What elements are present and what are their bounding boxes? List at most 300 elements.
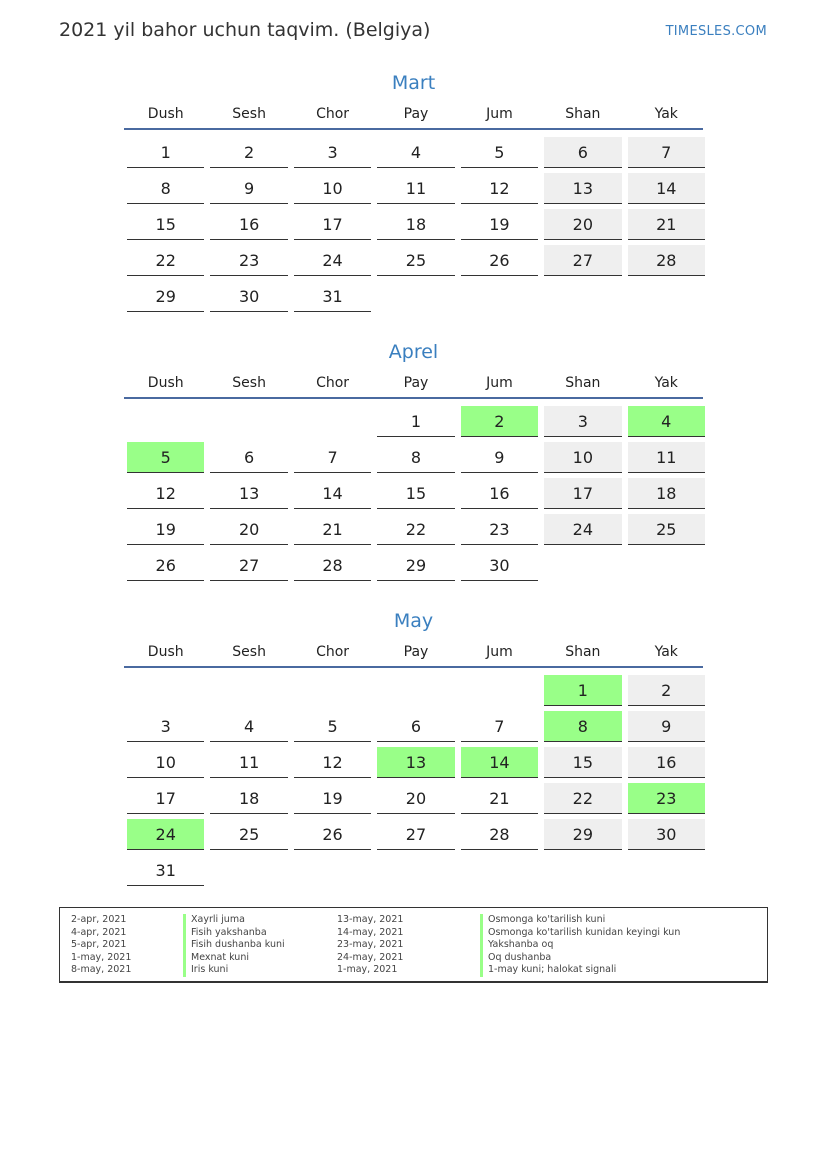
day-number: 13 [377,747,454,778]
week-row [124,547,703,583]
day-cell [625,708,708,744]
day-number: 4 [377,137,454,168]
month-block [124,608,703,888]
day-cell [458,475,541,511]
day-cell [374,475,457,511]
day-number: 13 [210,478,287,509]
day-cell [458,547,541,583]
empty-day-cell [541,278,624,314]
week-row [124,439,703,475]
day-number: 11 [210,747,287,778]
day-cell [374,816,457,852]
day-number: 24 [544,514,621,545]
weekday-label: Shan [565,375,601,391]
weekday-label: Shan [565,644,601,660]
day-number: 18 [377,209,454,240]
month-title: Mart [391,72,436,94]
empty-day-cell [541,852,624,888]
day-number: 6 [544,137,621,168]
day-cell [541,511,624,547]
day-cell [291,278,374,314]
month-title: Aprel [388,341,439,363]
day-cell [207,511,290,547]
day-number: 24 [294,245,371,276]
month-block [124,339,703,583]
day-cell [374,780,457,816]
day-number: 5 [294,711,371,742]
empty-day-cell [374,672,457,708]
day-cell [458,511,541,547]
day-number: 23 [210,245,287,276]
day-cell [291,170,374,206]
legend-holiday-name: Fisih yakshanba [183,927,285,940]
day-cell [124,242,207,278]
day-cell [291,242,374,278]
day-cell [625,242,708,278]
day-number: 26 [294,819,371,850]
day-number: 28 [628,245,705,276]
day-cell [625,744,708,780]
empty-day-cell [291,852,374,888]
week-row [124,780,703,816]
week-row [124,475,703,511]
weekday-label: Yak [654,106,678,122]
day-cell [541,206,624,242]
weekday-label: Dush [147,106,184,122]
legend-holiday-name: Mexnat kuni [183,952,285,965]
day-cell [458,816,541,852]
page-title: 2021 yil bahor uchun taqvim. (Belgiya) [59,19,431,41]
day-number: 20 [210,514,287,545]
day-cell [124,547,207,583]
day-cell [207,439,290,475]
weekday-label: Jum [486,644,513,660]
day-number: 25 [628,514,705,545]
legend-dates-left [71,914,131,977]
day-cell [291,134,374,170]
day-number [377,855,454,886]
day-number: 23 [461,514,538,545]
week-row [124,403,703,439]
empty-day-cell [291,672,374,708]
day-cell [207,744,290,780]
day-number: 22 [544,783,621,814]
day-grid [124,399,703,583]
day-cell [625,170,708,206]
legend-dates-right [337,914,403,977]
legend-holiday-date: 14-may, 2021 [337,926,404,938]
day-cell [541,403,624,439]
weekday-header [124,644,703,668]
weekday-label: Dush [147,375,184,391]
weekday-label: Chor [316,644,350,660]
day-number: 25 [377,245,454,276]
day-number: 17 [544,478,621,509]
day-cell [207,242,290,278]
legend-holiday-date: 1-may, 2021 [71,951,132,963]
holiday-day-cell [625,403,708,439]
day-number [294,855,371,886]
day-cell [291,816,374,852]
holiday-day-cell [458,403,541,439]
day-cell [541,816,624,852]
day-cell [291,744,374,780]
day-cell [291,547,374,583]
day-cell [541,744,624,780]
day-number: 30 [628,819,705,850]
day-cell [458,439,541,475]
empty-day-cell [207,852,290,888]
day-number: 12 [127,478,204,509]
day-cell [374,511,457,547]
weekday-header [124,106,703,130]
holiday-day-cell [374,744,457,780]
day-number: 31 [294,281,371,312]
day-number: 20 [544,209,621,240]
legend-holiday-name: 1-may kuni; halokat signali [480,964,680,977]
day-number [461,281,538,312]
day-cell [124,744,207,780]
holiday-day-cell [458,744,541,780]
holiday-day-cell [124,439,207,475]
day-cell [625,475,708,511]
legend-names-left [183,914,285,977]
legend-holiday-name: Yakshanba oq [480,939,680,952]
day-number: 15 [377,478,454,509]
day-number: 6 [210,442,287,473]
day-number [377,281,454,312]
day-number: 15 [544,747,621,778]
empty-day-cell [458,278,541,314]
day-number: 2 [210,137,287,168]
day-number: 7 [294,442,371,473]
weekday-label: Pay [403,106,429,122]
day-number [628,855,705,886]
day-cell [458,170,541,206]
day-cell [291,780,374,816]
empty-day-cell [124,672,207,708]
day-number: 27 [377,819,454,850]
day-number: 14 [628,173,705,204]
day-number: 18 [210,783,287,814]
weekday-label: Sesh [232,375,266,391]
empty-day-cell [458,852,541,888]
weekday-label: Chor [316,106,350,122]
day-cell [625,134,708,170]
day-cell [374,439,457,475]
day-number: 17 [127,783,204,814]
week-row [124,672,703,708]
day-number [127,675,204,706]
legend-holiday-name: Osmonga ko'tarilish kuni [480,914,680,927]
day-number: 9 [628,711,705,742]
legend-holiday-date: 13-may, 2021 [337,914,404,925]
legend-holiday-date: 23-may, 2021 [337,939,404,951]
day-cell [124,780,207,816]
day-cell [374,170,457,206]
day-cell [458,134,541,170]
day-number: 11 [377,173,454,204]
day-number: 2 [461,406,538,437]
day-cell [124,134,207,170]
day-number: 27 [210,550,287,581]
day-number: 21 [294,514,371,545]
legend-holiday-name: Fisih dushanba kuni [183,939,285,952]
day-number: 26 [461,245,538,276]
day-number: 12 [294,747,371,778]
day-cell [207,547,290,583]
day-cell [207,708,290,744]
day-number [461,855,538,886]
day-cell [124,852,207,888]
empty-day-cell [625,278,708,314]
day-number: 9 [210,173,287,204]
holiday-day-cell [541,672,624,708]
legend-holiday-date: 1-may, 2021 [337,964,398,976]
day-number: 31 [127,855,204,886]
day-cell [458,242,541,278]
day-cell [124,475,207,511]
weekday-label: Dush [147,644,184,660]
legend-holiday-date: 8-may, 2021 [71,964,132,976]
day-number: 10 [544,442,621,473]
day-cell [374,547,457,583]
day-number: 16 [210,209,287,240]
day-cell [458,708,541,744]
weekday-label: Pay [403,375,429,391]
day-cell [207,780,290,816]
day-cell [207,278,290,314]
weekday-label: Yak [654,375,678,391]
day-number: 25 [210,819,287,850]
legend-holiday-date: 5-apr, 2021 [71,939,127,951]
day-number [210,855,287,886]
day-number: 17 [294,209,371,240]
day-number: 7 [461,711,538,742]
weekday-label: Chor [316,375,350,391]
day-number: 14 [461,747,538,778]
day-cell [291,511,374,547]
day-number: 3 [544,406,621,437]
holiday-legend [59,907,768,983]
day-cell [291,708,374,744]
weekday-label: Sesh [232,106,266,122]
week-row [124,708,703,744]
day-number: 28 [461,819,538,850]
day-number: 10 [127,747,204,778]
day-cell [625,439,708,475]
week-row [124,242,703,278]
weekday-label: Yak [654,644,678,660]
empty-day-cell [207,403,290,439]
week-row [124,278,703,314]
day-number [210,406,287,437]
day-number: 21 [461,783,538,814]
day-cell [207,816,290,852]
day-number [377,675,454,706]
empty-day-cell [458,672,541,708]
day-number: 20 [377,783,454,814]
day-cell [625,672,708,708]
day-number: 7 [628,137,705,168]
day-number: 3 [294,137,371,168]
day-number: 2 [628,675,705,706]
weekday-label: Shan [565,106,601,122]
day-cell [374,206,457,242]
day-number [544,855,621,886]
legend-holiday-name: Xayrli juma [183,914,285,927]
day-cell [207,170,290,206]
week-row [124,816,703,852]
holiday-day-cell [124,816,207,852]
legend-holiday-date: 2-apr, 2021 [71,914,127,925]
day-number: 4 [628,406,705,437]
week-row [124,134,703,170]
day-number [210,675,287,706]
day-cell [541,780,624,816]
day-number: 30 [461,550,538,581]
day-cell [374,403,457,439]
day-number: 21 [628,209,705,240]
day-number: 26 [127,550,204,581]
day-number: 12 [461,173,538,204]
legend-holiday-name: Iris kuni [183,964,285,977]
day-number: 8 [544,711,621,742]
day-cell [207,475,290,511]
day-cell [541,134,624,170]
holiday-day-cell [541,708,624,744]
weekday-label: Jum [486,375,513,391]
legend-holiday-name: Osmonga ko'tarilish kunidan keyingi kun [480,927,680,940]
day-number: 27 [544,245,621,276]
day-number: 13 [544,173,621,204]
day-number: 22 [377,514,454,545]
day-number: 18 [628,478,705,509]
legend-names-right [480,914,680,977]
day-number: 3 [127,711,204,742]
day-cell [625,816,708,852]
weekday-label: Jum [486,106,513,122]
day-cell [124,708,207,744]
empty-day-cell [207,672,290,708]
empty-day-cell [625,547,708,583]
day-number: 19 [127,514,204,545]
week-row [124,206,703,242]
legend-holiday-date: 24-may, 2021 [337,951,404,963]
day-cell [291,439,374,475]
day-grid [124,130,703,314]
day-cell [458,780,541,816]
day-number: 14 [294,478,371,509]
day-number: 29 [127,281,204,312]
day-number: 28 [294,550,371,581]
day-number [294,675,371,706]
day-number [294,406,371,437]
day-number [628,281,705,312]
day-number: 19 [461,209,538,240]
day-number: 24 [127,819,204,850]
weekday-header [124,375,703,399]
day-number [628,550,705,581]
day-cell [124,278,207,314]
empty-day-cell [374,278,457,314]
day-number: 23 [628,783,705,814]
day-cell [625,511,708,547]
day-cell [374,708,457,744]
week-row [124,852,703,888]
day-cell [291,206,374,242]
day-cell [625,206,708,242]
day-number: 15 [127,209,204,240]
day-number [544,550,621,581]
day-cell [541,170,624,206]
day-number: 16 [461,478,538,509]
day-number [544,281,621,312]
day-cell [541,242,624,278]
week-row [124,511,703,547]
empty-day-cell [625,852,708,888]
day-number: 10 [294,173,371,204]
day-cell [291,475,374,511]
day-cell [207,134,290,170]
day-number [461,675,538,706]
empty-day-cell [541,547,624,583]
site-link[interactable]: TIMESLES.COM [665,24,767,39]
day-number: 6 [377,711,454,742]
day-grid [124,668,703,888]
day-number: 1 [127,137,204,168]
holiday-day-cell [625,780,708,816]
day-number: 5 [461,137,538,168]
day-number: 19 [294,783,371,814]
day-number: 5 [127,442,204,473]
day-number: 30 [210,281,287,312]
day-number [127,406,204,437]
month-title: May [393,610,434,632]
day-number: 8 [377,442,454,473]
day-cell [458,206,541,242]
day-cell [124,206,207,242]
weekday-label: Sesh [232,644,266,660]
week-row [124,744,703,780]
day-cell [124,170,207,206]
empty-day-cell [374,852,457,888]
day-cell [374,242,457,278]
day-number: 9 [461,442,538,473]
day-number: 29 [544,819,621,850]
day-cell [124,511,207,547]
day-number: 29 [377,550,454,581]
day-number: 16 [628,747,705,778]
day-cell [207,206,290,242]
day-cell [374,134,457,170]
day-number: 4 [210,711,287,742]
day-number: 8 [127,173,204,204]
day-number: 22 [127,245,204,276]
month-block [124,70,703,314]
empty-day-cell [124,403,207,439]
day-number: 1 [544,675,621,706]
day-cell [541,475,624,511]
week-row [124,170,703,206]
legend-holiday-date: 4-apr, 2021 [71,926,127,938]
weekday-label: Pay [403,644,429,660]
empty-day-cell [291,403,374,439]
legend-holiday-name: Oq dushanba [480,952,680,965]
day-number: 1 [377,406,454,437]
day-number: 11 [628,442,705,473]
day-cell [541,439,624,475]
